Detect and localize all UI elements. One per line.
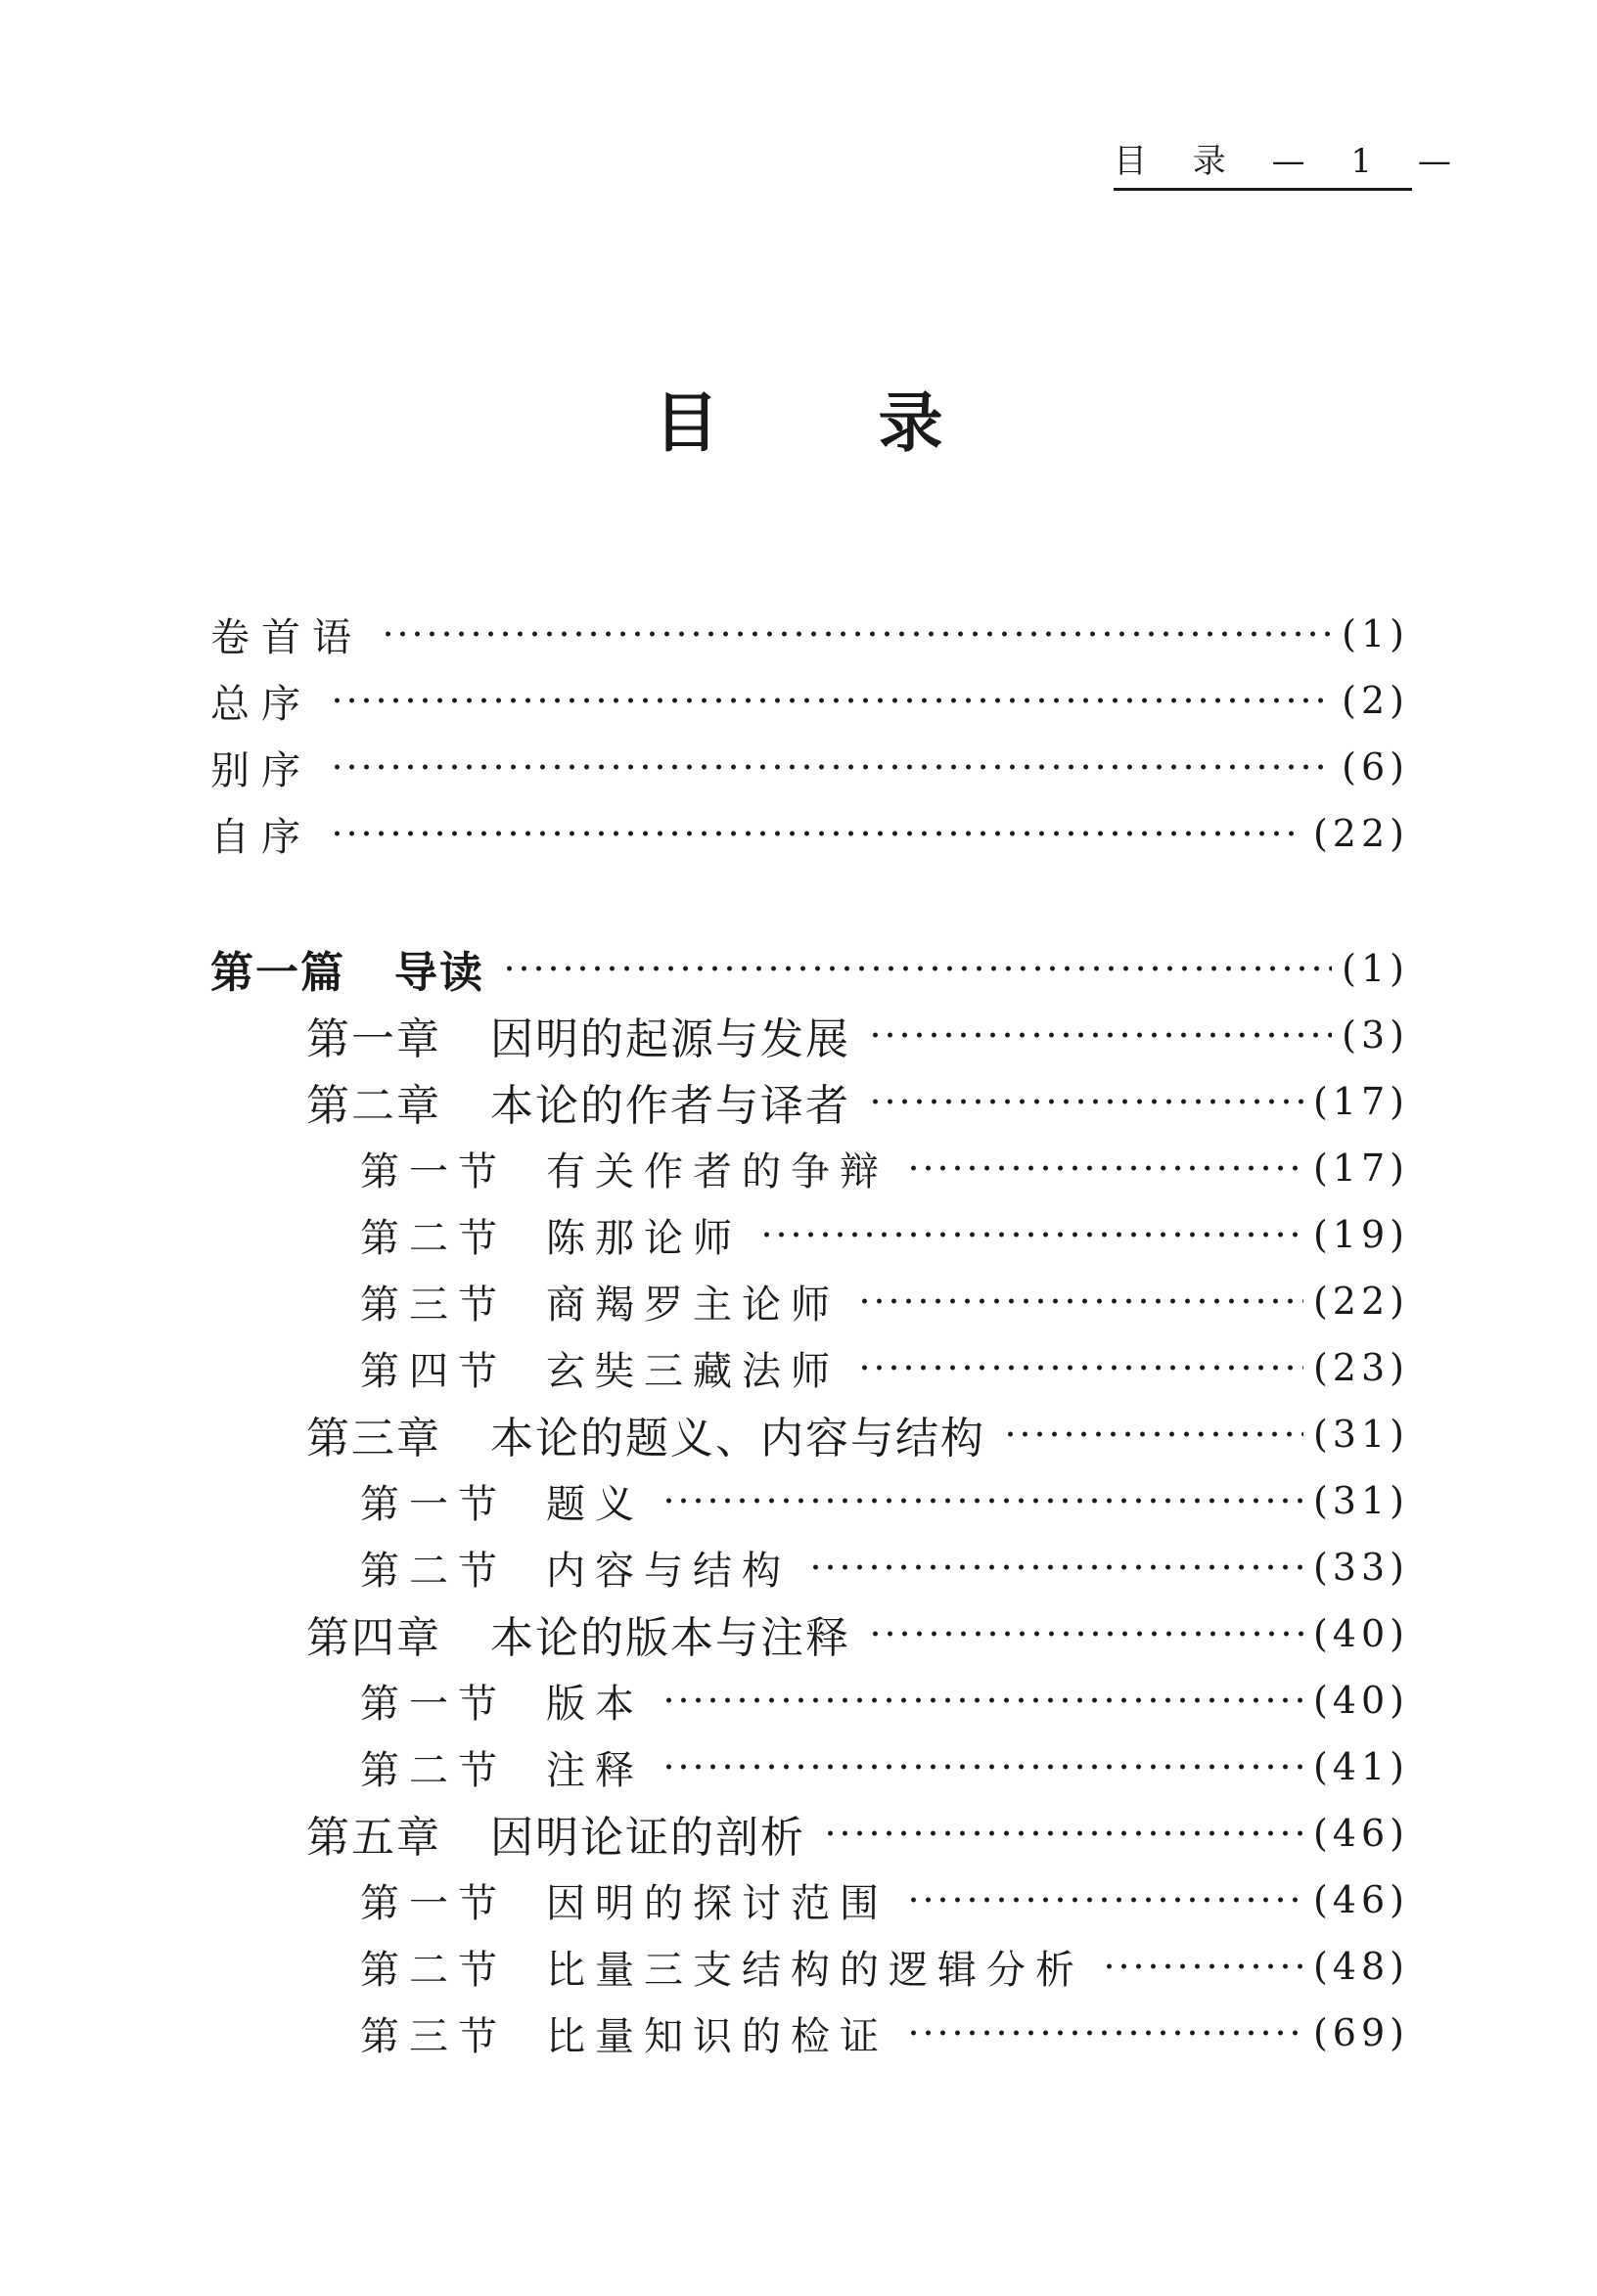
- toc-entry-label: [360, 1540, 798, 1596]
- toc-entry-chapter[interactable]: [306, 1606, 1409, 1661]
- section-number: 第一节: [360, 1880, 507, 1926]
- running-header: 目 录 — 1 —: [1114, 139, 1412, 191]
- dot-leader: [759, 1232, 1303, 1238]
- chapter-number: 第三章: [306, 1414, 441, 1463]
- toc-entry-page: (69): [1312, 2011, 1409, 2054]
- dot-leader: [330, 764, 1332, 770]
- section-title: 注释: [546, 1747, 644, 1793]
- toc-entry-section[interactable]: [360, 1540, 1409, 1595]
- section-number: 第三节: [360, 2013, 507, 2059]
- toc-entry-page: (1): [1342, 947, 1409, 990]
- section-number: 第四节: [360, 1348, 507, 1394]
- section-title: 商羯罗主论师: [546, 1282, 840, 1328]
- toc-entry-page: (22): [1312, 1280, 1409, 1323]
- dot-leader: [662, 1498, 1303, 1504]
- toc-entry-page: (22): [1312, 812, 1409, 855]
- toc-entry-front-matter[interactable]: [210, 740, 1409, 794]
- section-title: 有关作者的争辩: [546, 1148, 889, 1194]
- toc-entry-page: (31): [1312, 1413, 1409, 1456]
- section-title: 版本: [546, 1681, 644, 1727]
- toc-entry-page: (40): [1312, 1612, 1409, 1655]
- toc-entry-front-matter[interactable]: [210, 806, 1409, 861]
- section-title: 因明的探讨范围: [546, 1880, 889, 1926]
- toc-entry-page: (23): [1312, 1346, 1409, 1389]
- dot-leader: [1102, 1963, 1303, 1969]
- toc-entry-chapter[interactable]: [306, 1806, 1409, 1861]
- toc-entry-section[interactable]: [360, 1939, 1409, 1994]
- toc-entry-label: 自序: [210, 814, 312, 860]
- section-number: 第二节: [360, 1747, 507, 1793]
- toc-entry-page: (17): [1312, 1080, 1409, 1123]
- toc-entry-page: (41): [1312, 1745, 1409, 1788]
- section-number: 第三节: [360, 1282, 507, 1328]
- chapter-title: 本论的作者与译者: [490, 1081, 850, 1131]
- toc-entry-page: (17): [1312, 1147, 1409, 1190]
- toc-entry-page: (48): [1312, 1945, 1409, 1988]
- toc-entry-page: (46): [1312, 1812, 1409, 1855]
- toc-entry-section[interactable]: [360, 1872, 1409, 1927]
- dot-leader: [868, 1032, 1332, 1038]
- section-number: 第一节: [360, 1481, 507, 1527]
- chapter-number: 第一章: [306, 1014, 441, 1064]
- section-title: 比量三支结构的逻辑分析: [546, 1947, 1084, 1993]
- toc-entry-section[interactable]: [360, 1274, 1409, 1328]
- dot-leader: [662, 1697, 1303, 1703]
- toc-entry-part[interactable]: [210, 941, 1409, 996]
- toc-entry-label: [360, 1739, 652, 1795]
- toc-entry-page: (31): [1312, 1479, 1409, 1522]
- toc-entry-label: [360, 1141, 896, 1196]
- toc-entry-chapter[interactable]: [306, 1407, 1409, 1462]
- toc-entry-label: [360, 1939, 1092, 1995]
- toc-entry-page: (1): [1342, 612, 1409, 655]
- toc-entry-section[interactable]: [360, 1473, 1409, 1528]
- chapter-title: 因明论证的剖析: [490, 1813, 805, 1863]
- section-number: 第二节: [360, 1947, 507, 1993]
- toc-entry-page: (2): [1342, 679, 1409, 722]
- chapter-number: 第四章: [306, 1613, 441, 1663]
- toc-entry-section[interactable]: [360, 1739, 1409, 1794]
- toc-entry-label: [360, 1274, 847, 1329]
- dot-leader: [868, 1631, 1303, 1637]
- toc-entry-label: [306, 1070, 858, 1133]
- toc-entry-page: (3): [1342, 1013, 1409, 1057]
- dot-leader: [906, 2030, 1303, 2036]
- chapter-title: 本论的版本与注释: [490, 1613, 850, 1663]
- chapter-number: 第二章: [306, 1081, 441, 1131]
- toc-entry-section[interactable]: [360, 1207, 1409, 1262]
- toc-entry-page: (40): [1312, 1679, 1409, 1722]
- dot-leader: [1003, 1431, 1303, 1437]
- toc-entry-page: (46): [1312, 1878, 1409, 1921]
- section-number: 第二节: [360, 1548, 507, 1594]
- section-title: 比量知识的检证: [546, 2013, 889, 2059]
- toc-entry-chapter[interactable]: [306, 1074, 1409, 1129]
- dot-leader: [857, 1365, 1303, 1371]
- dot-leader: [381, 631, 1332, 637]
- toc-entry-section[interactable]: [360, 1141, 1409, 1195]
- toc-entry-label: 别序: [210, 747, 312, 793]
- toc-entry-label: [360, 1872, 896, 1928]
- dot-leader: [857, 1298, 1303, 1304]
- page-title: 目 录: [654, 385, 1012, 461]
- section-title: 玄奘三藏法师: [546, 1348, 840, 1394]
- part-title: 导读: [394, 948, 484, 998]
- toc-entry-section[interactable]: [360, 1340, 1409, 1395]
- dot-leader: [502, 966, 1332, 971]
- toc-entry-page: (6): [1342, 745, 1409, 788]
- toc-entry-front-matter[interactable]: [210, 673, 1409, 728]
- toc-entry-label: [306, 1602, 858, 1665]
- toc-entry-label: [360, 1207, 750, 1263]
- toc-entry-label: 总序: [210, 681, 312, 727]
- dot-leader: [330, 831, 1303, 836]
- section-title: 陈那论师: [546, 1215, 742, 1261]
- chapter-title: 本论的题义、内容与结构: [490, 1414, 985, 1463]
- toc-entry-front-matter[interactable]: [210, 607, 1409, 661]
- part-number: 第一篇: [210, 948, 345, 998]
- toc-entry-chapter[interactable]: [306, 1008, 1409, 1062]
- toc-entry-label: [210, 937, 492, 1000]
- toc-entry-label: [360, 2005, 896, 2061]
- toc-entry-label: [360, 1340, 847, 1396]
- dot-leader: [330, 698, 1332, 703]
- toc-entry-label: 卷首语: [210, 614, 363, 660]
- dot-leader: [868, 1099, 1303, 1104]
- toc-entry-label: [306, 1004, 858, 1066]
- toc-entry-page: (33): [1312, 1546, 1409, 1589]
- chapter-title: 因明的起源与发展: [490, 1014, 850, 1064]
- chapter-number: 第五章: [306, 1813, 441, 1863]
- section-number: 第一节: [360, 1148, 507, 1194]
- dot-leader: [662, 1764, 1303, 1770]
- toc-entry-section[interactable]: [360, 1673, 1409, 1728]
- toc-entry-section[interactable]: [360, 2005, 1409, 2060]
- dot-leader: [906, 1897, 1303, 1903]
- toc-entry-label: [306, 1802, 813, 1865]
- toc-entry-label: [306, 1403, 993, 1465]
- toc-entry-label: [360, 1473, 652, 1529]
- section-title: 题义: [546, 1481, 644, 1527]
- dot-leader: [823, 1830, 1303, 1836]
- section-number: 第二节: [360, 1215, 507, 1261]
- toc-entry-label: [360, 1673, 652, 1729]
- section-title: 内容与结构: [546, 1548, 791, 1594]
- toc-entry-page: (19): [1312, 1213, 1409, 1256]
- dot-leader: [906, 1165, 1303, 1171]
- dot-leader: [808, 1564, 1303, 1570]
- section-number: 第一节: [360, 1681, 507, 1727]
